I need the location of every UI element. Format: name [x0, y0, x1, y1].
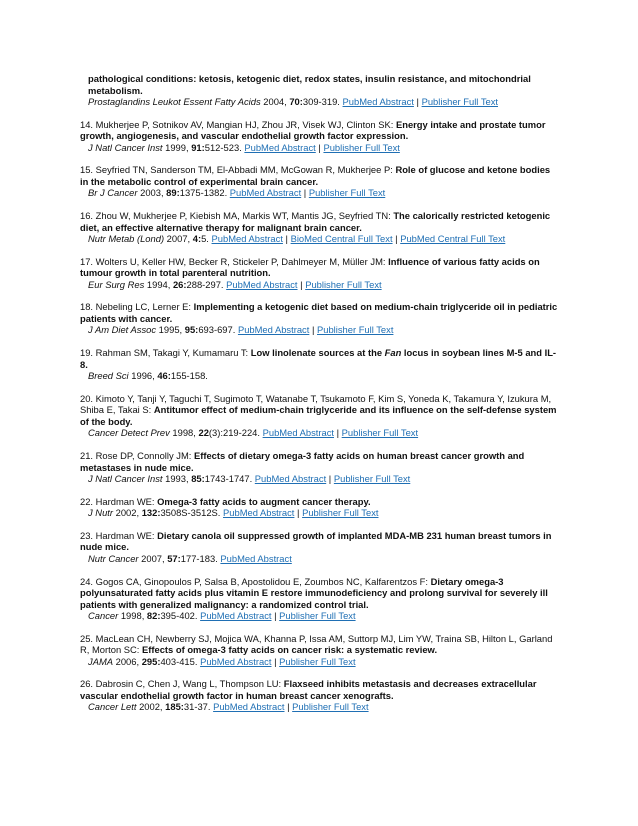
- citation-line: Nutr Metab (Lond) 2007, 4:5. PubMed Abstract | BioMed Central Full Text | PubMed Central Full Text: [88, 233, 506, 245]
- pubmed-abstract-link[interactable]: PubMed Abstract: [213, 701, 285, 713]
- reference-number: 16.: [80, 210, 94, 222]
- journal-name: Cancer: [88, 610, 119, 622]
- title-emphasis: Fan: [384, 347, 402, 359]
- reference-number: 25.: [80, 632, 94, 644]
- reference-title: Omega-3 fatty acids to augment cancer therapy.: [157, 495, 371, 507]
- reference-authors: Mukherjee P, Sotnikov AV, Mangian HJ, Zhou JR, Visek WJ, Clinton SK:: [95, 118, 396, 130]
- citation-line: J Nutr 2002, 132:3508S-3512S. PubMed Abstract | Publisher Full Text: [88, 507, 379, 519]
- publisher-full-text-link[interactable]: Publisher Full Text: [333, 473, 411, 484]
- year: 2007,: [164, 233, 193, 245]
- reference-body: [80, 164, 560, 187]
- reference-body: [80, 450, 560, 473]
- reference-authors: Nebeling LC, Lerner E:: [95, 301, 194, 313]
- publisher-full-text-link[interactable]: Publisher Full Text: [302, 507, 379, 519]
- reference-body: [80, 347, 560, 370]
- reference-authors: MacLean CH, Newberry SJ, Mojica WA, Khanna P, Issa AM, Suttorp MJ, Lim YW, Traina SB, Hilton L, Garland R, Morton SC:: [80, 632, 553, 656]
- reference-number: 19.: [80, 347, 94, 359]
- volume: 4:: [192, 233, 202, 245]
- journal-name: Cancer Detect Prev: [88, 427, 170, 439]
- citation-line: J Am Diet Assoc 1995, 95:693-697. PubMed Abstract | Publisher Full Text: [88, 324, 394, 336]
- reference-title: pathological conditions: ketosis, ketogenic diet, redox states, insulin resistance, and mitochondrial metabolism.: [88, 73, 531, 96]
- pubmed-abstract-link[interactable]: PubMed Abstract: [200, 610, 272, 622]
- year: 1998,: [169, 427, 199, 439]
- publisher-full-text-link[interactable]: Publisher Full Text: [317, 324, 394, 336]
- reference-authors: Kimoto Y, Tanji Y, Taguchi T, Sugimoto T, Watanabe T, Tsukamoto F, Kim S, Yoneda K, Takamura Y, Izukura M, Shiba E, Takai S:: [80, 392, 552, 416]
- pubmed-abstract-link[interactable]: PubMed Abstract: [200, 655, 272, 667]
- reference-title: Effects of dietary omega-3 fatty acids on human breast cancer growth and metastases in nude mice.: [80, 450, 525, 473]
- reference-body: [80, 633, 560, 656]
- reference-item-19: [80, 347, 560, 382]
- journal-name: J Natl Cancer Inst: [88, 141, 163, 153]
- journal-name: Prostaglandins Leukot Essent Fatty Acids: [88, 96, 261, 107]
- journal-name: Nutr Metab (Lond): [88, 233, 165, 245]
- volume: 57:: [167, 552, 181, 564]
- pubmed-abstract-link[interactable]: PubMed Abstract: [254, 473, 327, 484]
- pages: 395-402.: [160, 610, 201, 622]
- reference-item-21: [80, 450, 560, 485]
- issue: (3):: [208, 427, 223, 439]
- reference-body: [80, 256, 560, 279]
- reference-item-15: [80, 164, 560, 199]
- pubmed-abstract-link[interactable]: PubMed Abstract: [220, 552, 292, 564]
- reference-item-17: [80, 256, 560, 291]
- volume: 85:: [191, 473, 205, 484]
- citation-line: [80, 553, 560, 565]
- reference-body: [80, 301, 560, 324]
- pages: 1375-1382.: [179, 187, 230, 199]
- pages: 693-697.: [198, 324, 238, 336]
- journal-name: J Natl Cancer Inst: [88, 473, 163, 484]
- citation-line: Prostaglandins Leukot Essent Fatty Acids 2004, 70:309-319. PubMed Abstract | Publisher Full Text: [88, 96, 499, 107]
- journal-name: Breed Sci: [88, 370, 129, 382]
- pubmed-abstract-link[interactable]: PubMed Abstract: [244, 141, 316, 153]
- year: 1999,: [162, 141, 192, 153]
- reference-number: 20.: [80, 392, 94, 404]
- publisher-full-text-link[interactable]: Publisher Full Text: [279, 610, 356, 622]
- publisher-full-text-link[interactable]: Publisher Full Text: [305, 278, 382, 290]
- year: 2002,: [136, 701, 166, 713]
- publisher-full-text-link[interactable]: Publisher Full Text: [341, 427, 419, 439]
- journal-name: Eur Surg Res: [88, 278, 145, 290]
- year: 2007,: [138, 552, 168, 564]
- reference-item-25: [80, 633, 560, 668]
- reference-body: [80, 496, 560, 508]
- citation-line: JAMA 2006, 295:403-415. PubMed Abstract | Publisher Full Text: [88, 655, 356, 667]
- reference-number: 22.: [80, 495, 94, 507]
- reference-title: Dietary canola oil suppressed growth of implanted MDA-MB 231 human breast tumors in nude mice.: [80, 529, 552, 553]
- reference-authors: Wolters U, Keller HW, Becker R, Stickeler P, Dahlmeyer M, Müller JM:: [95, 255, 389, 267]
- pages: 403-415.: [160, 655, 201, 667]
- pages: 3508S-3512S.: [160, 507, 224, 519]
- reference-title: Energy intake and prostate tumor growth, angiogenesis, and vascular endothelial growth factor expression.: [80, 118, 546, 142]
- year: 1994,: [144, 278, 173, 290]
- pages: 512-523.: [204, 141, 245, 153]
- reference-number: 26.: [80, 678, 94, 690]
- publisher-full-text-link[interactable]: Publisher Full Text: [279, 655, 356, 667]
- journal-name: Nutr Cancer: [88, 552, 139, 564]
- reference-title: The calorically restricted ketogenic diet, an effective alternative therapy for malignant brain cancer.: [80, 210, 551, 233]
- reference-body: [80, 393, 560, 428]
- journal-name: J Nutr: [88, 507, 114, 519]
- year: 1995,: [156, 324, 185, 336]
- pubmed-abstract-link[interactable]: PubMed Abstract: [211, 233, 283, 245]
- citation-line: Cancer Lett 2002, 185:31-37. PubMed Abstract | Publisher Full Text: [88, 701, 369, 713]
- journal-name: J Am Diet Assoc: [88, 324, 157, 336]
- reference-body: [80, 73, 560, 96]
- reference-item-14: [80, 119, 560, 154]
- reference-number: 14.: [80, 118, 94, 130]
- reference-item-26: [80, 678, 560, 713]
- reference-title: Dietary omega-3 polyunsaturated fatty acids plus vitamin E restore immunodeficiency and prolong survival for severely ill patients with generalized malignancy: a randomized control trial.: [80, 575, 548, 610]
- year: 2003,: [137, 187, 167, 199]
- year: 2004,: [260, 96, 290, 107]
- reference-title: Role of glucose and ketone bodies in the metabolic control of experimental brain cancer.: [80, 164, 551, 187]
- citation-line: J Natl Cancer Inst 1993, 85:1743-1747. PubMed Abstract | Publisher Full Text: [88, 473, 411, 484]
- year: 1996,: [128, 370, 158, 382]
- citation-line: Br J Cancer 2003, 89:1375-1382. PubMed Abstract | Publisher Full Text: [88, 187, 386, 199]
- journal-name: Cancer Lett: [88, 701, 137, 713]
- year: 1998,: [118, 610, 147, 622]
- publisher-full-text-link[interactable]: Publisher Full Text: [421, 96, 499, 107]
- pubmed-abstract-link[interactable]: PubMed Abstract: [237, 324, 310, 336]
- volume: 185:: [165, 701, 184, 713]
- reference-title: Effects of omega-3 fatty acids on cancer risk: a systematic review.: [142, 644, 438, 656]
- reference-number: 17.: [80, 255, 94, 267]
- reference-item-22: [80, 496, 560, 519]
- reference-number: 18.: [80, 301, 94, 313]
- pages: 219-224.: [222, 427, 263, 439]
- pubmed-abstract-link[interactable]: PubMed Abstract: [262, 427, 335, 439]
- reference-title: Influence of various fatty acids on tumour growth in total parenteral nutrition.: [80, 255, 540, 279]
- reference-number: 24.: [80, 575, 94, 587]
- pubmed-abstract-link[interactable]: PubMed Abstract: [342, 96, 414, 107]
- reference-number: 21.: [80, 450, 94, 461]
- volume: 132:: [141, 507, 161, 519]
- volume: 46:: [157, 370, 171, 382]
- pages: 5.: [201, 233, 212, 245]
- reference-body: [80, 530, 560, 553]
- citation-line: J Natl Cancer Inst 1999, 91:512-523. PubMed Abstract | Publisher Full Text: [88, 141, 400, 153]
- reference-authors: Dabrosin C, Chen J, Wang L, Thompson LU:: [95, 678, 284, 690]
- year: 2006,: [113, 655, 142, 667]
- pubmed-central-full-text-link[interactable]: PubMed Central Full Text: [400, 233, 506, 245]
- reference-body: [80, 119, 560, 142]
- year: 1993,: [162, 473, 192, 484]
- volume: 22: [198, 427, 209, 439]
- citation-line: Cancer 1998, 82:395-402. PubMed Abstract | Publisher Full Text: [88, 610, 356, 622]
- reference-body: [80, 678, 560, 701]
- volume: 295:: [141, 655, 161, 667]
- reference-item-20: [80, 393, 560, 439]
- publisher-full-text-link[interactable]: Publisher Full Text: [308, 187, 386, 199]
- pubmed-abstract-link[interactable]: PubMed Abstract: [223, 507, 295, 519]
- reference-item-24: [80, 576, 560, 622]
- title-part: locus in soybean lines M-5 and IL-8.: [80, 347, 557, 370]
- reference-item-23: [80, 530, 560, 565]
- reference-authors: Rahman SM, Takagi Y, Kumamaru T:: [95, 347, 251, 359]
- pubmed-abstract-link[interactable]: PubMed Abstract: [229, 187, 302, 199]
- pages: 177-183.: [180, 552, 221, 564]
- citation-line: [80, 370, 560, 382]
- reference-authors: Seyfried TN, Sanderson TM, El-Abbadi MM, McGowan R, Mukherjee P:: [95, 164, 396, 176]
- pages: 155-158.: [170, 370, 208, 382]
- volume: 95:: [184, 324, 199, 336]
- pubmed-abstract-link[interactable]: PubMed Abstract: [226, 278, 298, 290]
- pages: 309-319.: [302, 96, 343, 107]
- reference-number: 23.: [80, 529, 94, 541]
- volume: 91:: [191, 141, 205, 153]
- reference-item-13-continued: [80, 73, 560, 108]
- title-part: Low linolenate sources at the: [250, 347, 385, 359]
- reference-body: [80, 210, 560, 233]
- publisher-full-text-link[interactable]: Publisher Full Text: [292, 701, 369, 713]
- publisher-full-text-link[interactable]: Publisher Full Text: [323, 141, 400, 153]
- pages: 288-297.: [186, 278, 227, 290]
- reference-number: 15.: [80, 164, 94, 176]
- volume: 82:: [146, 610, 161, 622]
- citation-line: Eur Surg Res 1994, 26:288-297. PubMed Abstract | Publisher Full Text: [88, 278, 382, 290]
- biomed-central-full-text-link[interactable]: BioMed Central Full Text: [290, 233, 393, 245]
- reference-item-16: [80, 210, 560, 245]
- reference-body: [80, 576, 560, 611]
- reference-title: Flaxseed inhibits metastasis and decreases extracellular vascular endothelial growth factor in human breast cancer xenografts.: [80, 678, 537, 701]
- pages: 31-37.: [183, 701, 214, 713]
- reference-authors: Gogos CA, Ginopoulos P, Salsa B, Apostolidou E, Zoumbos NC, Kalfarentzos F:: [95, 575, 431, 587]
- volume: 26:: [172, 278, 187, 290]
- reference-authors: Hardman WE:: [95, 529, 158, 541]
- reference-list: [80, 73, 560, 724]
- year: 2002,: [113, 507, 142, 519]
- journal-name: JAMA: [88, 655, 114, 667]
- pages: 1743-1747.: [204, 473, 255, 484]
- citation-line: Cancer Detect Prev 1998, 22(3):219-224. PubMed Abstract | Publisher Full Text: [88, 427, 419, 439]
- reference-title: Antitumor effect of medium-chain triglyceride and its influence on the self-defense system of the body.: [80, 404, 557, 427]
- reference-authors: Hardman WE:: [95, 495, 158, 507]
- volume: 89:: [166, 187, 180, 199]
- reference-title: Implementing a ketogenic diet based on medium-chain triglyceride oil in pediatric patients with cancer.: [80, 301, 558, 324]
- volume: 70:: [289, 96, 303, 107]
- journal-name: Br J Cancer: [88, 187, 138, 199]
- reference-authors: Zhou W, Mukherjee P, Kiebish MA, Markis WT, Mantis JG, Seyfried TN:: [95, 210, 394, 222]
- reference-authors: Rose DP, Connolly JM:: [95, 450, 194, 461]
- reference-item-18: [80, 301, 560, 336]
